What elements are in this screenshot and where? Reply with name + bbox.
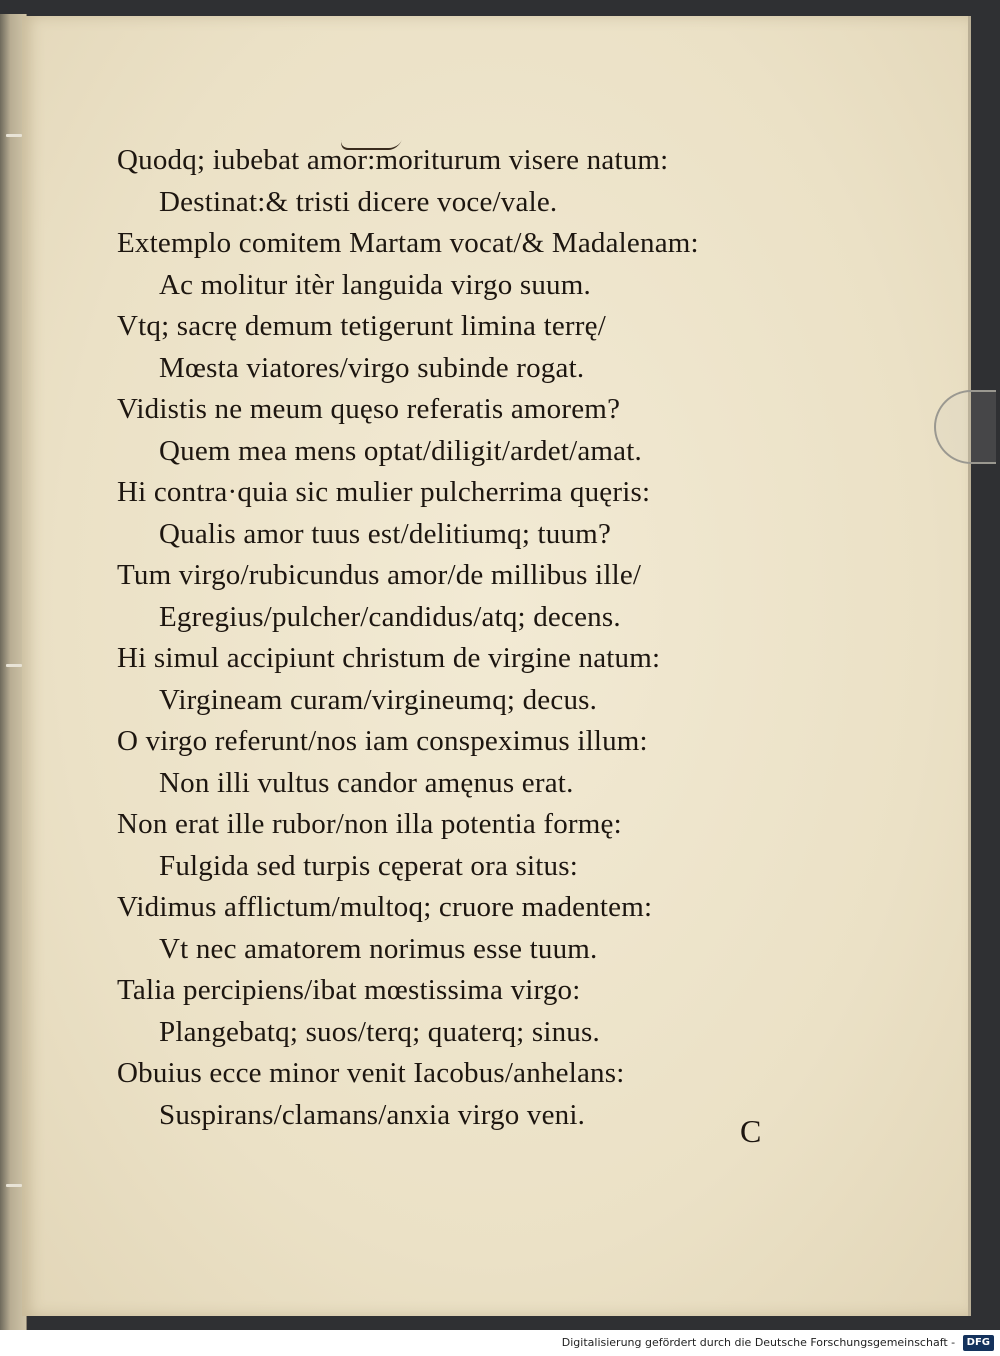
- binding-stitch: [6, 134, 22, 137]
- verse-block: [104, 140, 804, 1136]
- verse-line: Hi contra·quia sic mulier pulcherrima quęris:: [117, 476, 651, 508]
- verse-line: Hi simul accipiunt christum de virgine natum:: [117, 642, 661, 674]
- verse-line: Vidimus afflictum/multoq; cruore madentem:: [117, 891, 653, 923]
- verse-line: Tum virgo/rubicundus amor/de millibus ille/: [117, 559, 642, 591]
- verse-line: Non erat ille rubor/non illa potentia formę:: [117, 808, 622, 840]
- verse-line: Qualis amor tuus est/delitiumq; tuum?: [159, 517, 612, 550]
- footer-credit-bar: [0, 1330, 1000, 1356]
- verse-line: Extemplo comitem Martam vocat/& Madalenam:: [117, 227, 699, 259]
- verse-line: Talia percipiens/ibat mœstissima virgo:: [117, 974, 581, 1006]
- verse-line: Vt nec amatorem norimus esse tuum.: [159, 932, 598, 965]
- verse-line: Egregius/pulcher/candidus/atq; decens.: [159, 600, 621, 633]
- verse-line: Non illi vultus candor amęnus erat.: [159, 766, 574, 799]
- verse-line: Mœsta viatores/virgo subinde rogat.: [159, 351, 585, 384]
- verse-line: Suspirans/clamans/anxia virgo veni.: [159, 1098, 586, 1131]
- verse-line: Destinat:& tristi dicere voce/vale.: [159, 185, 558, 218]
- verse-line: Virgineam curam/virgineumq; decus.: [159, 683, 598, 716]
- binding-stitch: [6, 1184, 22, 1187]
- footer-credit-text: Digitalisierung gefördert durch die Deutsche Forschungsgemeinschaft -: [561, 1336, 956, 1349]
- binding-stitch: [6, 664, 22, 667]
- verse-line: Quem mea mens optat/diligit/ardet/amat.: [159, 434, 642, 467]
- verse-line: Ac molitur itèr languida virgo suum.: [159, 268, 591, 301]
- verse-line: O virgo referunt/nos iam conspeximus illum:: [117, 725, 648, 757]
- dfg-logo: DFG: [963, 1335, 994, 1351]
- verse-line: Plangebatq; suos/terq; quaterq; sinus.: [159, 1015, 600, 1048]
- verse-line: Obuius ecce minor venit Iacobus/anhelans:: [117, 1057, 625, 1089]
- verse-line: Vidistis ne meum quęso referatis amorem?: [117, 393, 621, 425]
- signature-mark: C: [740, 1113, 762, 1149]
- verse-line: Fulgida sed turpis cęperat ora situs:: [159, 849, 578, 882]
- verse-line: Vtq; sacrę demum tetigerunt limina terrę/: [117, 310, 606, 342]
- verse-line: Quodq; iubebat amor:moriturum visere natum:: [117, 144, 669, 176]
